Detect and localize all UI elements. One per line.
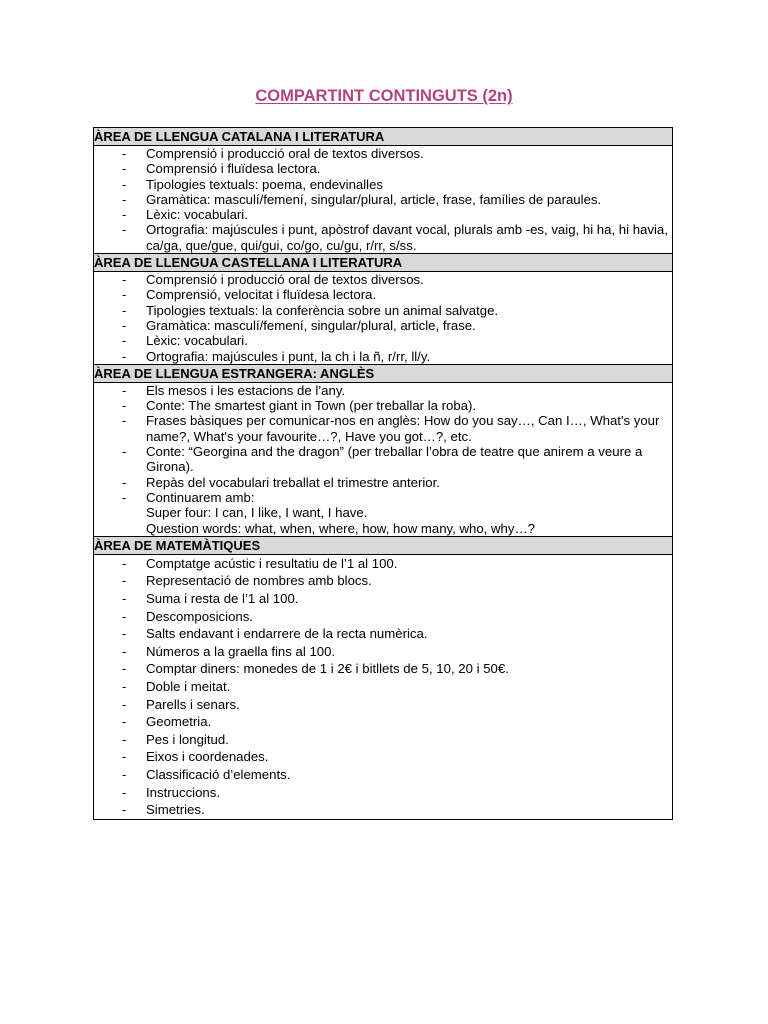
- dash-bullet: -: [122, 222, 127, 238]
- dash-bullet: -: [122, 573, 127, 589]
- section-header: ÀREA DE LLENGUA CASTELLANA I LITERATURA: [94, 254, 673, 272]
- list-item: [94, 222, 672, 253]
- list-item-text: Repàs del vocabulari treballat el trimestre anterior.: [146, 474, 440, 490]
- section-body: [94, 382, 673, 536]
- list-item-text: Pes i longitud.: [146, 731, 229, 747]
- list-item-text: Simetries.: [146, 802, 205, 818]
- list-item: [94, 207, 672, 222]
- dash-bullet: -: [122, 489, 127, 505]
- list-item: [94, 303, 672, 318]
- list-item: [94, 161, 672, 176]
- content-table-body: [94, 128, 673, 820]
- section-body-row: [94, 146, 673, 254]
- section-body: [94, 272, 673, 365]
- dash-bullet: -: [122, 317, 127, 333]
- list-item: [94, 590, 672, 608]
- list-item-text: Comprensió, velocitat i fluïdesa lectora.: [146, 287, 377, 303]
- list-item: [94, 333, 672, 348]
- section-body-row: [94, 382, 673, 536]
- list-item: [94, 801, 672, 819]
- list-item-text: Gramàtica: masculí/femení, singular/plural, article, frase.: [146, 317, 476, 333]
- item-list: [94, 383, 672, 536]
- section-header: ÀREA DE LLENGUA ESTRANGERA: ANGLÈS: [94, 364, 673, 382]
- dash-bullet: -: [122, 272, 127, 288]
- list-item: [94, 444, 672, 475]
- dash-bullet: -: [122, 444, 127, 460]
- list-item: [94, 383, 672, 398]
- list-item-text: Gramàtica: masculí/femení, singular/plural, article, frase, famílies de paraules.: [146, 191, 602, 207]
- list-item-text: Eixos i coordenades.: [146, 749, 269, 765]
- dash-bullet: -: [122, 678, 127, 694]
- dash-bullet: -: [122, 333, 127, 349]
- dash-bullet: -: [122, 802, 127, 818]
- document-title: COMPARTINT CONTINGUTS (2n): [255, 87, 513, 105]
- list-item: [94, 177, 672, 192]
- list-item-text: Ortografia: majúscules i punt, la ch i la ñ, r/rr, ll/y.: [146, 348, 431, 364]
- dash-bullet: -: [122, 696, 127, 712]
- section-body-row: [94, 554, 673, 819]
- list-item-text: Comptatge acústic i resultatiu de l’1 al 100.: [146, 555, 398, 571]
- section-header-row: [94, 536, 673, 554]
- list-item: [94, 475, 672, 490]
- dash-bullet: -: [122, 413, 127, 429]
- list-item: [94, 555, 672, 573]
- list-item: [94, 625, 672, 643]
- item-list: [94, 146, 672, 253]
- list-item: [94, 349, 672, 364]
- list-item-subline: Super four: I can, I like, I want, I have.: [146, 505, 368, 521]
- list-item: [94, 398, 672, 413]
- list-item-text: Números a la graella fins al 100.: [146, 643, 336, 659]
- list-item-text: Representació de nombres amb blocs.: [146, 573, 372, 589]
- list-item-text: Geometria.: [146, 714, 212, 730]
- dash-bullet: -: [122, 784, 127, 800]
- list-item-text: Comptar diners: monedes de 1 i 2€ i bitllets de 5, 10, 20 i 50€.: [146, 661, 509, 677]
- item-list: [94, 272, 672, 364]
- dash-bullet: -: [122, 348, 127, 364]
- list-item-text: Continuarem amb:: [146, 489, 255, 505]
- list-item: [94, 784, 672, 802]
- dash-bullet: -: [122, 176, 127, 192]
- list-item: [94, 678, 672, 696]
- list-item-text: Conte: “Georgina and the dragon” (per treballar l’obra de teatre que anirem a veure a Girona).: [146, 444, 643, 475]
- dash-bullet: -: [122, 161, 127, 177]
- dash-bullet: -: [122, 608, 127, 624]
- list-item: [94, 643, 672, 661]
- section-header: ÀREA DE LLENGUA CATALANA I LITERATURA: [94, 128, 673, 146]
- dash-bullet: -: [122, 555, 127, 571]
- list-item: [94, 608, 672, 626]
- list-item-text: Els mesos i les estacions de l’any.: [146, 382, 346, 398]
- section-header-row: [94, 364, 673, 382]
- list-item: [94, 766, 672, 784]
- list-item-text: Suma i resta de l’1 al 100.: [146, 591, 299, 607]
- list-item-text: Instruccions.: [146, 784, 221, 800]
- list-item: [94, 572, 672, 590]
- list-item: [94, 413, 672, 444]
- list-item: [94, 748, 672, 766]
- list-item-text: Ortografia: majúscules i punt, apòstrof davant vocal, plurals amb -es, vaig, hi ha, hi havia, ca/ga, que/gue, qui/gui, co/go, cu/gu, r/rr, s/ss.: [146, 222, 668, 253]
- section-header: ÀREA DE MATEMÀTIQUES: [94, 536, 673, 554]
- list-item-text: Comprensió i producció oral de textos diversos.: [146, 272, 424, 288]
- content-table: [93, 127, 673, 820]
- dash-bullet: -: [122, 749, 127, 765]
- section-body: [94, 146, 673, 254]
- list-item: [94, 731, 672, 749]
- list-item-text: Doble i meitat.: [146, 678, 231, 694]
- dash-bullet: -: [122, 591, 127, 607]
- dash-bullet: -: [122, 287, 127, 303]
- dash-bullet: -: [122, 731, 127, 747]
- section-header-row: [94, 128, 673, 146]
- list-item: [94, 318, 672, 333]
- dash-bullet: -: [122, 661, 127, 677]
- list-item: [94, 490, 672, 536]
- dash-bullet: -: [122, 398, 127, 414]
- list-item: [94, 696, 672, 714]
- dash-bullet: -: [122, 207, 127, 223]
- list-item-text: Lèxic: vocabulari.: [146, 207, 248, 223]
- dash-bullet: -: [122, 191, 127, 207]
- list-item-text: Parells i senars.: [146, 696, 240, 712]
- list-item-text: Tipologies textuals: la conferència sobre un animal salvatge.: [146, 302, 499, 318]
- section-header-row: [94, 254, 673, 272]
- list-item-text: Classificació d’elements.: [146, 766, 291, 782]
- list-item-text: Salts endavant i endarrere de la recta numèrica.: [146, 626, 428, 642]
- dash-bullet: -: [122, 474, 127, 490]
- list-item-text: Tipologies textuals: poema, endevinalles: [146, 176, 384, 192]
- dash-bullet: -: [122, 382, 127, 398]
- list-item-text: Lèxic: vocabulari.: [146, 333, 248, 349]
- section-body-row: [94, 272, 673, 365]
- list-item: [94, 287, 672, 302]
- dash-bullet: -: [122, 714, 127, 730]
- list-item: [94, 192, 672, 207]
- dash-bullet: -: [122, 302, 127, 318]
- list-item-text: Conte: The smartest giant in Town (per treballar la roba).: [146, 398, 477, 414]
- list-item-subline: Question words: what, when, where, how, how many, who, why…?: [146, 520, 535, 536]
- item-list: [94, 555, 672, 819]
- section-body: [94, 554, 673, 819]
- list-item-text: Descomposicions.: [146, 608, 254, 624]
- list-item-text: Frases bàsiques per comunicar-nos en anglès: How do you say…, Can I…, What's your name?, What's your favourite…?, Have you got…?, etc.: [146, 413, 660, 444]
- dash-bullet: -: [122, 626, 127, 642]
- dash-bullet: -: [122, 766, 127, 782]
- list-item: [94, 272, 672, 287]
- dash-bullet: -: [122, 643, 127, 659]
- list-item-text: Comprensió i fluïdesa lectora.: [146, 161, 321, 177]
- list-item-text: Comprensió i producció oral de textos diversos.: [146, 146, 424, 161]
- list-item: [94, 146, 672, 161]
- dash-bullet: -: [122, 146, 127, 161]
- list-item: [94, 713, 672, 731]
- list-item: [94, 660, 672, 678]
